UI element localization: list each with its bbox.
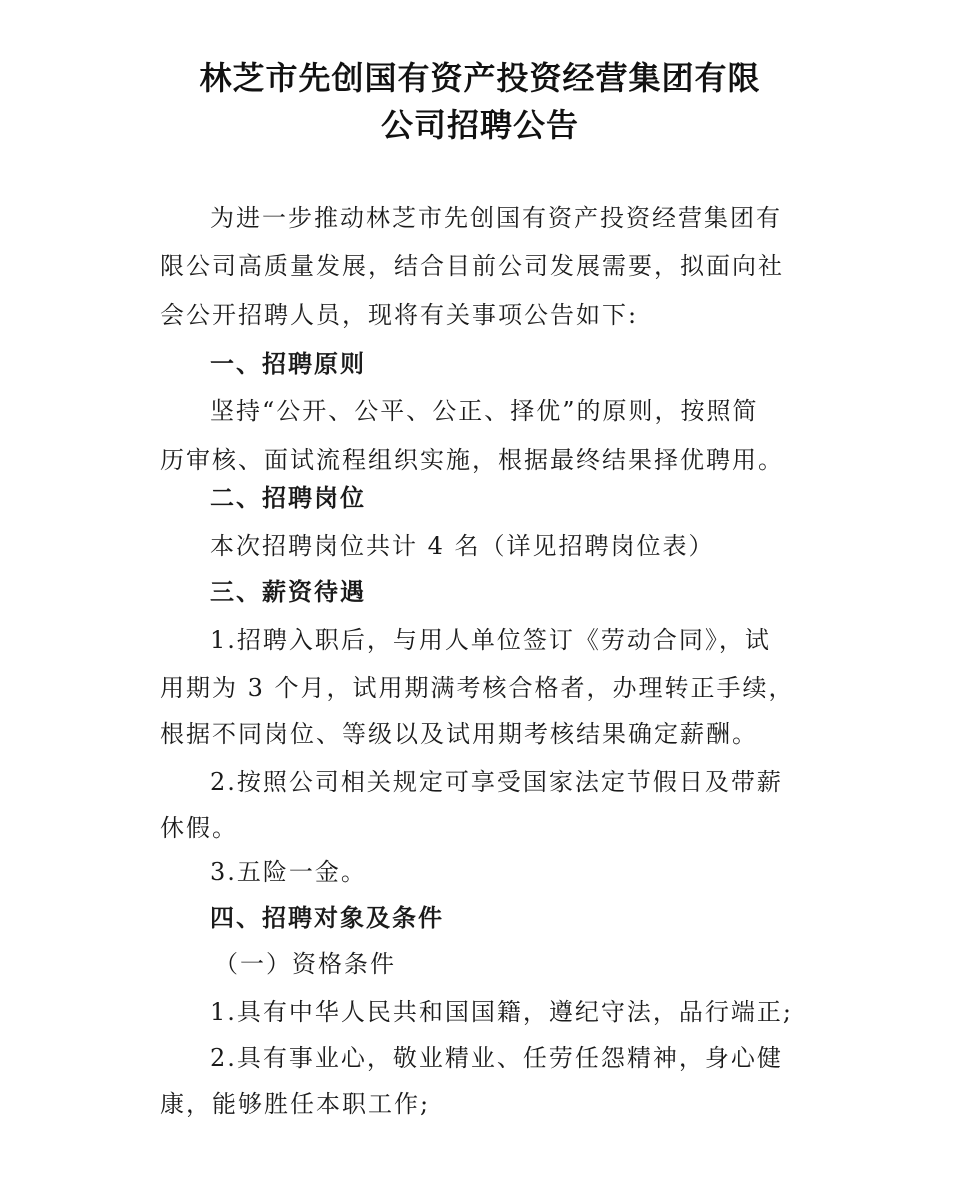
paragraph-line: 休假。 xyxy=(160,814,238,842)
paragraph-line: 3.五险一金。 xyxy=(210,858,367,886)
paragraph-line: 2.具有事业心，敬业精业、任劳任怨精神，身心健 xyxy=(210,1044,783,1072)
section-heading: 四、招聘对象及条件 xyxy=(210,904,444,932)
paragraph-line: 历审核、面试流程组织实施，根据最终结果择优聘用。 xyxy=(160,446,784,474)
paragraph-line: 坚持“公开、公平、公正、择优”的原则，按照简 xyxy=(210,397,759,425)
subsection-heading: （一）资格条件 xyxy=(214,950,396,978)
paragraph-line: 1.具有中华人民共和国国籍，遵纪守法，品行端正; xyxy=(210,998,793,1026)
section-heading: 三、薪资待遇 xyxy=(210,578,366,606)
paragraph-line: 1.招聘入职后，与用人单位签订《劳动合同》，试 xyxy=(210,626,771,654)
paragraph-line: 2.按照公司相关规定可享受国家法定节假日及带薪 xyxy=(210,768,783,796)
paragraph-line: 限公司高质量发展，结合目前公司发展需要，拟面向社 xyxy=(160,252,784,280)
document-title-line-2: 公司招聘公告 xyxy=(380,106,579,144)
document-title-line-1: 林芝市先创国有资产投资经营集团有限 xyxy=(199,59,761,97)
section-heading: 一、招聘原则 xyxy=(210,350,366,378)
paragraph-line: 会公开招聘人员，现将有关事项公告如下: xyxy=(160,301,639,329)
paragraph-line: 康，能够胜任本职工作; xyxy=(160,1090,431,1118)
paragraph-line: 为进一步推动林芝市先创国有资产投资经营集团有 xyxy=(210,204,782,232)
paragraph-line: 用期为 3 个月，试用期满考核合格者，办理转正手续， xyxy=(160,674,795,702)
paragraph-line: 根据不同岗位、等级以及试用期考核结果确定薪酬。 xyxy=(160,720,758,748)
paragraph-line: 本次招聘岗位共计 4 名（详见招聘岗位表） xyxy=(210,532,715,560)
section-heading: 二、招聘岗位 xyxy=(210,484,366,512)
